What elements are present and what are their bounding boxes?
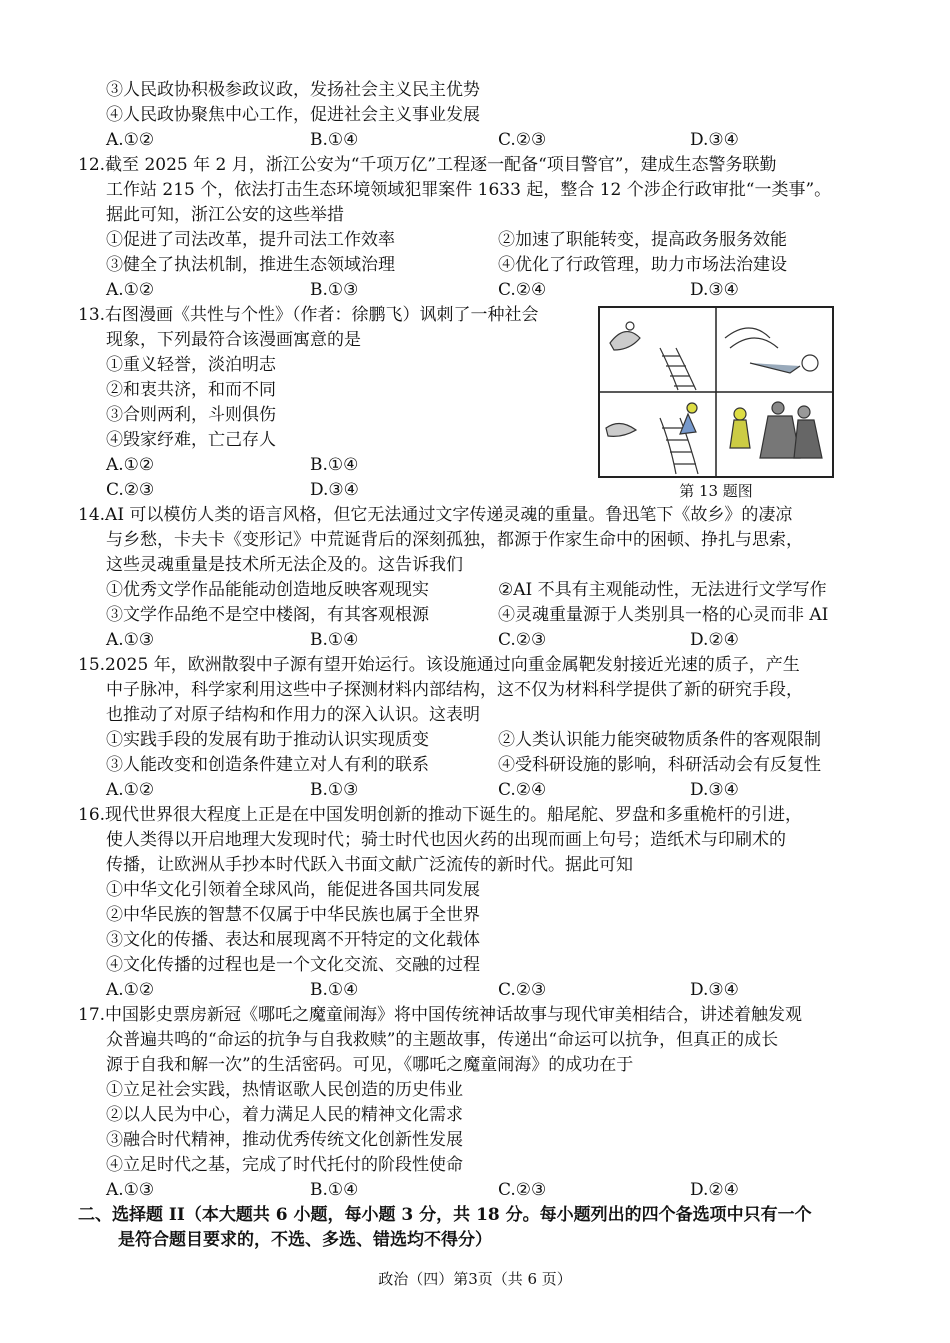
q13-option-b: B.①④ xyxy=(310,455,359,475)
q14-item-1: ①优秀文学作品能能动创造地反映客观现实 xyxy=(106,580,429,600)
q13-stem-line1: 13.右图漫画《共性与个性》（作者：徐鹏飞）讽刺了一种社会 xyxy=(78,305,539,325)
q13-cartoon-figure xyxy=(598,306,834,478)
q15-item-2: ②人类认识能力能突破物质条件的客观限制 xyxy=(498,730,821,750)
q13-stem-line2: 现象，下列最符合该漫画寓意的是 xyxy=(106,330,361,350)
q15-stem-line2: 中子脉冲，科学家利用这些中子探测材料内部结构，这不仅为材料科学提供了新的研究手段， xyxy=(106,680,803,700)
q15-item-4: ④受科研设施的影响，科研活动会有反复性 xyxy=(498,755,821,775)
q16-item-1: ①中华文化引领着全球风尚，能促进各国共同发展 xyxy=(106,880,480,900)
q15-option-b: B.①③ xyxy=(310,780,359,800)
q13-item-3: ③合则两利，斗则俱伤 xyxy=(106,405,276,425)
q12-option-b: B.①③ xyxy=(310,280,359,300)
q13-item-4: ④毁家纾难，亡己存人 xyxy=(106,430,276,450)
q17-option-a: A.①③ xyxy=(106,1180,155,1200)
q15-option-d: D.③④ xyxy=(690,780,739,800)
q14-option-a: A.①③ xyxy=(106,630,155,650)
q13-item-2: ②和衷共济，和而不同 xyxy=(106,380,276,400)
q17-option-b: B.①④ xyxy=(310,1180,359,1200)
q15-item-1: ①实践手段的发展有助于推动认识实现质变 xyxy=(106,730,429,750)
q13-figure-caption: 第 13 题图 xyxy=(679,482,753,500)
q15-option-c: C.②④ xyxy=(498,780,547,800)
q16-option-c: C.②③ xyxy=(498,980,547,1000)
q17-option-d: D.②④ xyxy=(690,1180,739,1200)
q12-item-4: ④优化了行政管理，助力市场法治建设 xyxy=(498,255,787,275)
q17-item-3: ③融合时代精神，推动优秀传统文化创新性发展 xyxy=(106,1130,463,1150)
q12-stem-line2: 工作站 215 个，依法打击生态环境领域犯罪案件 1633 起，整合 12 个涉企行政审批“一类事”。 xyxy=(106,180,832,200)
q11-option-d: D.③④ xyxy=(690,130,739,150)
q15-stem-line1: 15.2025 年，欧洲散裂中子源有望开始运行。该设施通过向重金属靶发射接近光速的质子，产生 xyxy=(78,655,800,675)
q12-option-d: D.③④ xyxy=(690,280,739,300)
q14-item-2: ②AI 不具有主观能动性，无法进行文学写作 xyxy=(498,580,827,600)
q11-item-4: ④人民政协聚焦中心工作，促进社会主义事业发展 xyxy=(106,105,480,125)
q13-option-d: D.③④ xyxy=(310,480,359,500)
q14-stem-line1: 14.AI 可以模仿人类的语言风格，但它无法通过文字传递灵魂的重量。鲁迅笔下《故乡》的凄凉 xyxy=(78,505,793,525)
q14-stem-line3: 这些灵魂重量是技术所无法企及的。这告诉我们 xyxy=(106,555,463,575)
q16-item-3: ③文化的传播、表达和展现离不开特定的文化载体 xyxy=(106,930,480,950)
q16-stem-line3: 传播，让欧洲从手抄本时代跃入书面文献广泛流传的新时代。据此可知 xyxy=(106,855,633,875)
q12-item-2: ②加速了职能转变，提高政务服务效能 xyxy=(498,230,787,250)
q15-stem-line3: 也推动了对原子结构和作用力的深入认识。这表明 xyxy=(106,705,480,725)
q11-option-c: C.②③ xyxy=(498,130,547,150)
q14-option-c: C.②③ xyxy=(498,630,547,650)
q12-item-3: ③健全了执法机制，推进生态领域治理 xyxy=(106,255,395,275)
q16-item-4: ④文化传播的过程也是一个文化交流、交融的过程 xyxy=(106,955,480,975)
q12-item-1: ①促进了司法改革，提升司法工作效率 xyxy=(106,230,395,250)
q17-item-4: ④立足时代之基，完成了时代托付的阶段性使命 xyxy=(106,1155,463,1175)
q16-option-d: D.③④ xyxy=(690,980,739,1000)
q13-option-c: C.②③ xyxy=(106,480,155,500)
section-2-heading-line1: 二、选择题 II（本大题共 6 小题，每小题 3 分，共 18 分。每小题列出的四个备选项中只有一个 xyxy=(78,1205,812,1225)
q16-item-2: ②中华民族的智慧不仅属于中华民族也属于全世界 xyxy=(106,905,480,925)
q16-option-a: A.①② xyxy=(106,980,155,1000)
q14-option-d: D.②④ xyxy=(690,630,739,650)
q17-stem-line2: 众普遍共鸣的“命运的抗争与自我救赎”的主题故事，传递出“命运可以抗争，但真正的成长 xyxy=(106,1030,779,1050)
q13-option-a: A.①② xyxy=(106,455,155,475)
q17-item-2: ②以人民为中心，着力满足人民的精神文化需求 xyxy=(106,1105,463,1125)
q11-option-b: B.①④ xyxy=(310,130,359,150)
q17-option-c: C.②③ xyxy=(498,1180,547,1200)
q14-stem-line2: 与乡愁，卡夫卡《变形记》中荒诞背后的深刻孤独，都源于作家生命中的困顿、挣扎与思索， xyxy=(106,530,803,550)
q17-stem-line1: 17.中国影史票房新冠《哪吒之魔童闹海》将中国传统神话故事与现代审美相结合，讲述着触发观 xyxy=(78,1005,803,1025)
q16-option-b: B.①④ xyxy=(310,980,359,1000)
q14-option-b: B.①④ xyxy=(310,630,359,650)
q12-stem-line1: 12.截至 2025 年 2 月，浙江公安为“千项万亿”工程逐一配备“项目警官”，建成生态警务联勤 xyxy=(78,155,777,175)
q15-item-3: ③人能改变和创造条件建立对人有利的联系 xyxy=(106,755,429,775)
q11-item-3: ③人民政协积极参政议政，发扬社会主义民主优势 xyxy=(106,80,480,100)
page-footer: 政治（四）第3页（共 6 页） xyxy=(378,1270,572,1288)
cartoon-illustration xyxy=(600,308,832,476)
q13-item-1: ①重义轻誉，淡泊明志 xyxy=(106,355,276,375)
q14-item-4: ④灵魂重量源于人类别具一格的心灵而非 AI xyxy=(498,605,829,625)
q16-stem-line1: 16.现代世界很大程度上正是在中国发明创新的推动下诞生的。船尾舵、罗盘和多重桅杆的引进， xyxy=(78,805,803,825)
section-2-heading-line2: 是符合题目要求的，不选、多选、错选均不得分） xyxy=(118,1230,492,1250)
q12-option-c: C.②④ xyxy=(498,280,547,300)
q12-stem-line3: 据此可知，浙江公安的这些举措 xyxy=(106,205,344,225)
q14-item-3: ③文学作品绝不是空中楼阁，有其客观根源 xyxy=(106,605,429,625)
q12-option-a: A.①② xyxy=(106,280,155,300)
q15-option-a: A.①② xyxy=(106,780,155,800)
q11-option-a: A.①② xyxy=(106,130,155,150)
q16-stem-line2: 使人类得以开启地理大发现时代；骑士时代也因火药的出现而画上句号；造纸术与印刷术的 xyxy=(106,830,786,850)
q17-item-1: ①立足社会实践，热情讴歌人民创造的历史伟业 xyxy=(106,1080,463,1100)
q17-stem-line3: 源于自我和解一次”的生活密码。可见，《哪吒之魔童闹海》的成功在于 xyxy=(106,1055,634,1075)
